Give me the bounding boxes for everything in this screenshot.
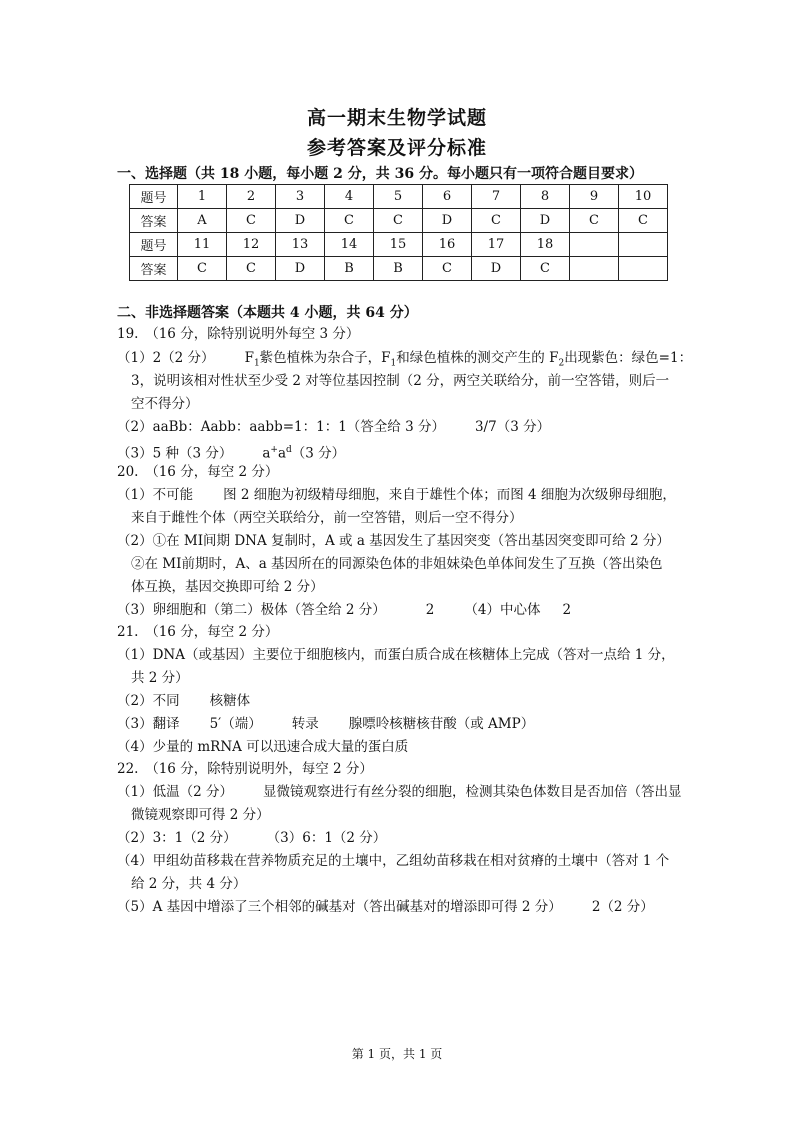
q21-line5: （4）少量的 mRNA 可以迅速合成大量的蛋白质 [117, 739, 409, 755]
q19-line4 [117, 418, 550, 436]
table-cell [619, 257, 668, 281]
q19-answer-1a: （1）2（2 分） [117, 350, 215, 366]
q20-heading: 20. （16 分，每空 2 分） [117, 464, 279, 480]
table-cell: D [276, 257, 325, 281]
table-cell [570, 257, 619, 281]
q20-answer-4a: （4）中心体 [464, 602, 541, 618]
page-subtitle: 参考答案及评分标准 [306, 137, 487, 159]
q19-sup: + [270, 445, 278, 455]
q21-line1: （1）DNA（或基因）主要位于细胞核内，而蛋白质合成在核糖体上完成（答对一点给 1 分， [117, 647, 675, 663]
q22-heading: 22. （16 分，除特别说明外，每空 2 分） [117, 761, 373, 777]
q21-heading: 21. （16 分，每空 2 分） [117, 624, 279, 640]
table-cell: D [521, 209, 570, 233]
table-cell: C [178, 257, 227, 281]
q22-line4: （4）甲组幼苗移栽在营养物质充足的土壤中，乙组幼苗移栽在相对贫瘠的土壤中（答对 1 个 [117, 853, 670, 869]
table-cell: C [374, 209, 423, 233]
table-cell: 15 [374, 233, 423, 257]
table-cell: 16 [423, 233, 472, 257]
table-cell: B [374, 257, 423, 281]
q19-line3: 空不得分） [131, 396, 199, 412]
q20-line1 [117, 486, 676, 504]
q20-answer-3b: 2 [425, 602, 435, 618]
q19-sup: d [286, 445, 292, 455]
table-cell: A [178, 209, 227, 233]
table-cell [619, 233, 668, 257]
table-row [130, 257, 668, 281]
q22-line5: 给 2 分，共 4 分） [131, 876, 247, 892]
table-cell [570, 233, 619, 257]
q22-line6 [117, 898, 654, 916]
table-row [130, 233, 668, 257]
q21-answer-3b: 5′（端） [209, 716, 262, 732]
table-cell: C [423, 257, 472, 281]
q19-genotype: a [262, 445, 271, 462]
q19-answer-2b: 3/7（3 分） [474, 419, 551, 435]
section2-heading: 二、非选择题答案（本题共 4 小题，共 64 分） [117, 305, 418, 321]
q19-line2: 3，说明该相对性状至少受 2 对等位基因控制（2 分，两空关联给分，前一空答错，则后一 [131, 373, 670, 389]
q21-answer-2b: 核糖体 [209, 693, 251, 709]
q19-text: F [244, 350, 254, 366]
q19-text: 出现紫色：绿色=1： [564, 350, 693, 366]
table-row [130, 209, 668, 233]
q19-line1: （1）2（2 分） $F_1$紫色植株为杂合子，$F_1$和绿色植株的测交产生的 $F_2$出现紫色：绿色=1： [117, 350, 693, 369]
q20-answer-1b: 图 2 细胞为初级精母细胞，来自于雄性个体；而图 4 细胞为次级卵母细胞， [223, 487, 676, 503]
table-cell: 9 [570, 185, 619, 209]
q22-line1 [117, 783, 681, 801]
table-cell: 5 [374, 185, 423, 209]
table-cell: 18 [521, 233, 570, 257]
row-label: 答案 [130, 257, 178, 281]
q20-line2: 来自于雌性个体（两空关联给分，前一空答错，则后一空不得分） [131, 510, 523, 526]
table-cell: C [521, 257, 570, 281]
q19-answer-2a: （2）aaBb：Aabb：aabb=1：1：1（答全给 3 分） [117, 419, 445, 435]
table-cell: 6 [423, 185, 472, 209]
table-cell: D [472, 257, 521, 281]
table-cell: 12 [227, 233, 276, 257]
table-cell: 7 [472, 185, 521, 209]
q21-line4 [117, 715, 534, 733]
q20-answer-4b: 2 [562, 602, 572, 618]
section1-heading: 一、选择题（共 18 小题，每小题 2 分，共 36 分。每小题只有一项符合题目要求） [117, 166, 643, 182]
q20-answer-3a: （3）卵细胞和（第二）极体（答全给 2 分） [117, 602, 386, 618]
row-label: 题号 [130, 185, 178, 209]
table-cell: 8 [521, 185, 570, 209]
table-cell: D [276, 209, 325, 233]
table-cell: C [227, 209, 276, 233]
q21-answer-3c: 转录 [291, 716, 319, 732]
q20-line3: （2）①在 MⅠ间期 DNA 复制时，A 或 a 基因发生了基因突变（答出基因突变即可给 2 分） [117, 533, 670, 549]
q19-genotype: a [277, 445, 287, 462]
table-row [130, 185, 668, 209]
q22-line2: 微镜观察即可得 2 分） [131, 807, 270, 823]
q22-answer-2: （2）3：1（2 分） [117, 830, 237, 846]
table-cell: C [570, 209, 619, 233]
q19-text: （3 分） [291, 445, 346, 462]
row-label: 题号 [130, 233, 178, 257]
q21-answer-3a: （3）翻译 [117, 716, 180, 732]
q22-answer-3: （3）6：1（2 分） [266, 830, 387, 846]
q21-answer-3d: 腺嘌呤核糖核苷酸（或 AMP） [348, 716, 535, 732]
table-cell: D [423, 209, 472, 233]
table-cell: 13 [276, 233, 325, 257]
table-cell: 2 [227, 185, 276, 209]
table-cell: C [472, 209, 521, 233]
q19-answer-3a: （3）5 种（3 分） [117, 445, 233, 462]
q20-line5: 体互换，基因交换即可给 2 分） [131, 579, 324, 595]
q22-answer-1b: 显微镜观察进行有丝分裂的细胞，检测其染色体数目是否加倍（答出显 [262, 784, 682, 800]
q19-text: 和绿色植株的测交产生的 F [396, 350, 559, 366]
row-label: 答案 [130, 209, 178, 233]
answer-table [129, 184, 668, 281]
table-cell: 10 [619, 185, 668, 209]
q19-text: 紫色植株为杂合子，F [259, 350, 391, 366]
q20-line6 [117, 601, 571, 619]
q21-line2: 共 2 分） [131, 670, 189, 686]
table-cell: 3 [276, 185, 325, 209]
table-cell: 1 [178, 185, 227, 209]
table-cell: 4 [325, 185, 374, 209]
q21-line3 [117, 692, 250, 710]
page-footer: 第 1 页，共 1 页 [351, 1047, 443, 1061]
q20-answer-1a: （1）不可能 [117, 487, 194, 503]
q22-answer-5a: （5）A 基因中增添了三个相邻的碱基对（答出碱基对的增添即可得 2 分） [117, 899, 562, 915]
q19-line5 [117, 441, 345, 463]
table-cell: C [619, 209, 668, 233]
table-cell: C [227, 257, 276, 281]
q22-line3 [117, 829, 386, 847]
q21-answer-2a: （2）不同 [117, 693, 180, 709]
table-cell: 11 [178, 233, 227, 257]
table-cell: 17 [472, 233, 521, 257]
table-cell: 14 [325, 233, 374, 257]
table-cell: C [325, 209, 374, 233]
table-cell: B [325, 257, 374, 281]
q20-line4: ②在 MⅠ前期时，A、a 基因所在的同源染色体的非姐妹染色单体间发生了互换（答出染色 [131, 556, 663, 572]
q22-answer-1a: （1）低温（2 分） [117, 784, 233, 800]
page-title: 高一期末生物学试题 [306, 107, 487, 129]
q19-heading: 19. （16 分，除特别说明外每空 3 分） [117, 326, 360, 342]
q22-answer-5b: 2（2 分） [591, 899, 654, 915]
